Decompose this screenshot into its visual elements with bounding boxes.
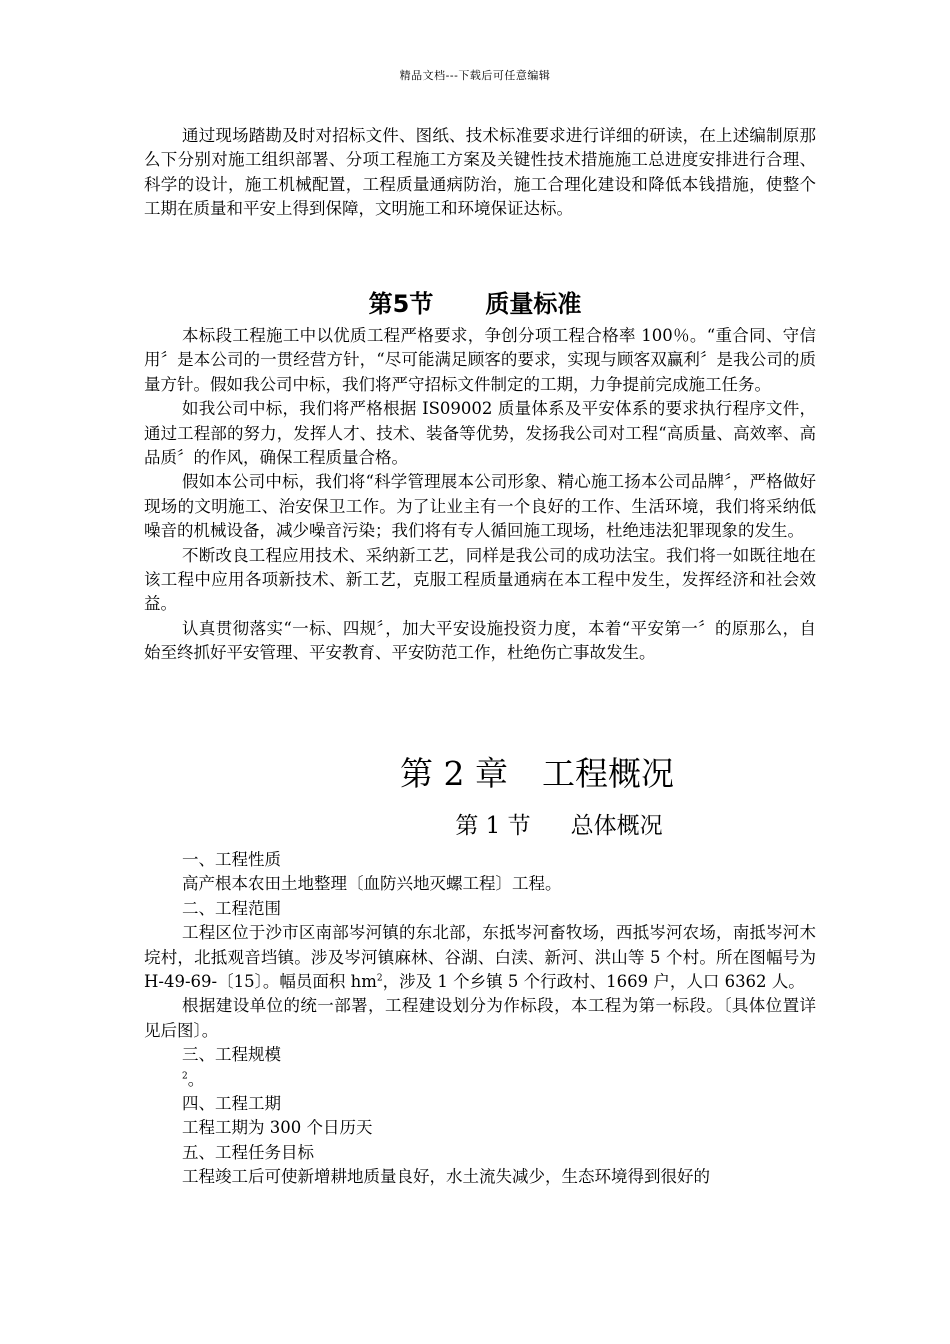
scope-text-part-2: ，涉及 1 个乡镇 5 个行政村、1669 户，人口 6362 人。	[382, 972, 805, 992]
chapter-2-title: 工程概况	[541, 754, 674, 793]
overview-scope-text	[144, 921, 816, 994]
section-5-title: 质量标准	[485, 290, 582, 318]
scale-superscript: 2	[182, 1071, 188, 1082]
overview-goal-text: 工程竣工后可使新增耕地质量良好，水土流失减少，生态环境得到很好的	[182, 1167, 710, 1187]
overview-heading-duration: 四、工程工期	[182, 1094, 281, 1114]
scope-superscript: 2	[376, 973, 383, 984]
overview-heading-nature: 一、工程性质	[182, 850, 281, 869]
quality-paragraph-4: 不断改良工程应用技术、采纳新工艺，同样是我公司的成功法宝。我们将一如既往地在该工程中应用各项新技术、新工艺，克服工程质量通病在本工程中发生，发挥经济和社会效益。	[144, 545, 816, 614]
overview-heading-scale: 三、工程规模	[182, 1045, 281, 1065]
quality-paragraph-5: 认真贯彻落实“一标、四规〞，加大平安设施投资力度，本着“平安第一〞的原那么，自始至终抓好平安管理、平安教育、平安防范工作，杜绝伤亡事故发生。	[144, 618, 816, 663]
page-header: 精品文档---下载后可任意编辑	[399, 69, 551, 82]
quality-paragraph-3: 假如本公司中标，我们将“科学管理展本公司形象、精心施工扬本公司品牌〞，严格做好现场的文明施工、治安保卫工作。为了让业主有一个良好的工作、生活环境，我们将采纳低噪音的机械设备，减少噪音污染；我们将有专人循回施工现场，杜绝违法犯罪现象的发生。	[144, 472, 816, 541]
scope-text-part-1: 工程区位于沙市区南部岑河镇的东北部，东抵岑河畜牧场，西抵岑河农场，南抵岑河木垸村，北抵观音垱镇。涉及岑河镇麻林、谷湖、白渎、新河、洪山等 5 个村。所在图幅号为 H-49-69-〔15〕。幅员面积 hm	[144, 923, 816, 992]
section-5-heading	[0, 284, 950, 319]
overview-heading-goal: 五、工程任务目标	[182, 1142, 314, 1162]
intro-paragraph: 通过现场踏勘及时对招标文件、图纸、技术标准要求进行详细的研读，在上述编制原那么下分别对施工组织部署、分项工程施工方案及关键性技术措施施工总进度安排进行合理、科学的设计，施工机械配置，工程质量通病防治，施工合理化建设和降低本钱措施，使整个工期在质量和平安上得到保障，文明施工和环境保证达标。	[144, 126, 816, 219]
overview-division-text: 根据建设单位的统一部署，工程建设划分为作标段，本工程为第一标段。〔具体位置详见后图〕。	[144, 996, 816, 1040]
scale-text: 。	[187, 1069, 205, 1089]
chapter-2-label: 第 2 章	[400, 754, 508, 793]
section-1-label: 第 1 节	[455, 813, 531, 839]
overview-nature-text: 高产根本农田土地整理〔血防兴地灭螺工程〕工程。	[182, 874, 562, 894]
overview-duration-text: 工程工期为 300 个日历天	[182, 1118, 373, 1138]
overview-heading-scope: 二、工程范围	[182, 898, 281, 918]
section-5-label: 第5节	[368, 290, 434, 318]
quality-standard-block	[144, 324, 816, 666]
section-1-title: 总体概况	[570, 813, 663, 839]
quality-paragraph-1: 本标段工程施工中以优质工程严格要求，争创分项工程合格率 100％。“重合同、守信用〞是本公司的一贯经营方针，“尽可能满足顾客的要求，实现与顾客双赢利〞是我公司的质量方针。假如我公司中标，我们将严守招标文件制定的工期，力争提前完成施工任务。	[144, 326, 816, 394]
intro-block	[144, 124, 816, 222]
section-1-heading	[0, 807, 950, 840]
chapter-2-heading	[0, 748, 950, 795]
quality-paragraph-2: 如我公司中标，我们将严格根据 IS09002 质量体系及平安体系的要求执行程序文件，通过工程部的努力，发挥人才、技术、装备等优势，发扬我公司对工程“高质量、高效率、高品质〞的作风，确保工程质量合格。	[144, 399, 816, 468]
overview-block	[144, 848, 816, 1190]
overview-scale-text	[144, 1068, 816, 1092]
